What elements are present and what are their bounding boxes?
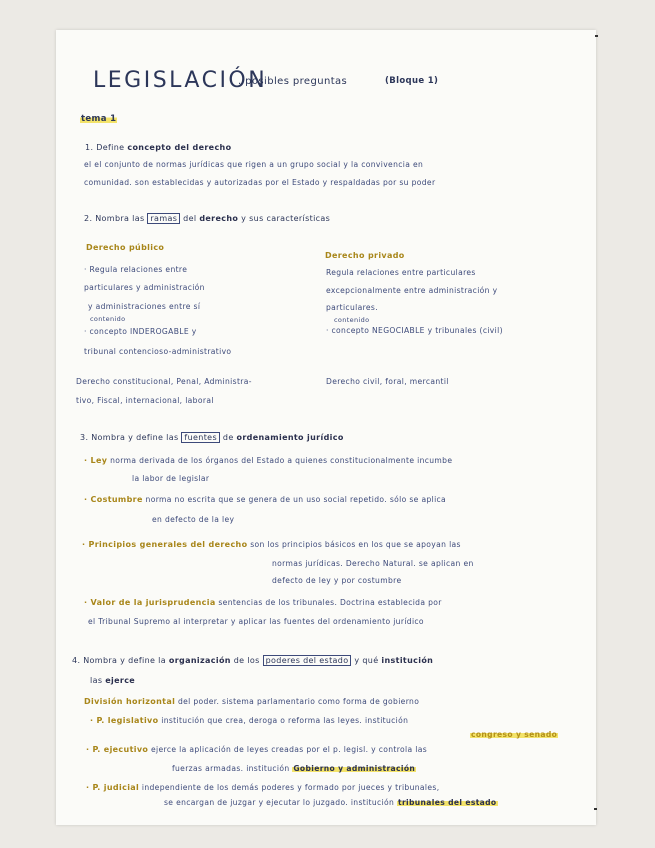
division-horizontal: División horizontal del poder. sistema parlamentario como forma de gobierno — [84, 697, 420, 706]
publico-line-5: tribunal contencioso-administrativo — [84, 347, 232, 356]
publico-ramas-2: tivo, Fiscal, internacional, laboral — [76, 396, 214, 405]
fuente-costumbre-line-2: en defecto de la ley — [152, 515, 235, 524]
privado-line-4: · concepto NEGOCIABLE y tribunales (civil) — [326, 326, 503, 335]
page-mark-top — [595, 35, 598, 37]
privado-line-3: particulares. — [326, 303, 378, 312]
page-subtitle: . posibles preguntas — [238, 76, 348, 87]
q1-line-1: el el conjunto de normas jurídicas que rigen a un grupo social y la convivencia en — [84, 160, 424, 169]
poder-legislativo-institucion: congreso y senado — [471, 730, 558, 739]
fuente-ley-line-2: la labor de legislar — [132, 474, 210, 483]
publico-line-1: · Regula relaciones entre — [84, 265, 188, 274]
page-title: LEGISLACIÓN — [93, 68, 268, 93]
derecho-privado-label: Derecho privado — [325, 251, 405, 260]
poder-legislativo: · P. legislativo institución que crea, deroga o reforma las leyes. institución — [90, 716, 409, 725]
derecho-publico-label: Derecho público — [86, 243, 165, 252]
question-2-heading: 2. Nombra las ramas del derecho y sus características — [84, 214, 331, 223]
fuente-jurisprudencia: · Valor de la jurisprudencia sentencias de los tribunales. Doctrina establecida por — [84, 598, 442, 607]
privado-line-2: excepcionalmente entre administración y — [326, 286, 498, 295]
page-mark-bottom — [594, 808, 597, 810]
fuente-principios-line-3: defecto de ley y por costumbre — [272, 576, 402, 585]
publico-ramas-1: Derecho constitucional, Penal, Administra- — [76, 377, 252, 386]
fuente-ley: · Ley norma derivada de los órganos del Estado a quienes constitucionalmente incumbe — [84, 456, 453, 465]
question-1-heading: 1. Define concepto del derecho — [85, 143, 232, 152]
privado-line-1: Regula relaciones entre particulares — [326, 268, 476, 277]
question-4-heading-line-2: las ejerce — [90, 676, 136, 685]
fuente-principios-line-2: normas jurídicas. Derecho Natural. se aplican en — [272, 559, 474, 568]
poder-ejecutivo: · P. ejecutivo ejerce la aplicación de leyes creadas por el p. legisl. y controla las — [86, 745, 428, 754]
fuente-principios: · Principios generales del derecho son los principios básicos en los que se apoyan las — [82, 540, 461, 549]
q1-line-2: comunidad. son establecidas y autorizadas por el Estado y respaldadas por su poder — [84, 178, 436, 187]
publico-line-4: · concepto INDEROGABLE y — [84, 327, 197, 336]
publico-line-2: particulares y administración — [84, 283, 205, 292]
question-3-heading: 3. Nombra y define las fuentes de ordenamiento jurídico — [80, 433, 344, 442]
bloque-label: (Bloque 1) — [385, 76, 439, 86]
fuente-costumbre: · Costumbre norma no escrita que se genera de un uso social repetido. sólo se aplica — [84, 495, 447, 504]
publico-line-3: y administraciones entre sí — [88, 302, 201, 311]
tema-heading: tema 1 — [81, 114, 117, 124]
privado-ramas: Derecho civil, foral, mercantil — [326, 377, 449, 386]
privado-small-note: contenido — [334, 316, 370, 324]
question-4-heading: 4. Nombra y define la organización de los poderes del estado y qué institución — [72, 656, 434, 665]
poder-judicial-line-2: se encargan de juzgar y ejecutar lo juzgado. institución tribunales del estado — [164, 798, 497, 807]
fuente-jurisprudencia-line-2: el Tribunal Supremo al interpretar y aplicar las fuentes del ordenamiento jurídico — [88, 617, 424, 626]
publico-small-note: contenido — [90, 315, 126, 323]
poder-ejecutivo-line-2: fuerzas armadas. institución Gobierno y administración — [172, 764, 416, 773]
poder-judicial: · P. judicial independiente de los demás poderes y formado por jueces y tribunales, — [86, 783, 440, 792]
